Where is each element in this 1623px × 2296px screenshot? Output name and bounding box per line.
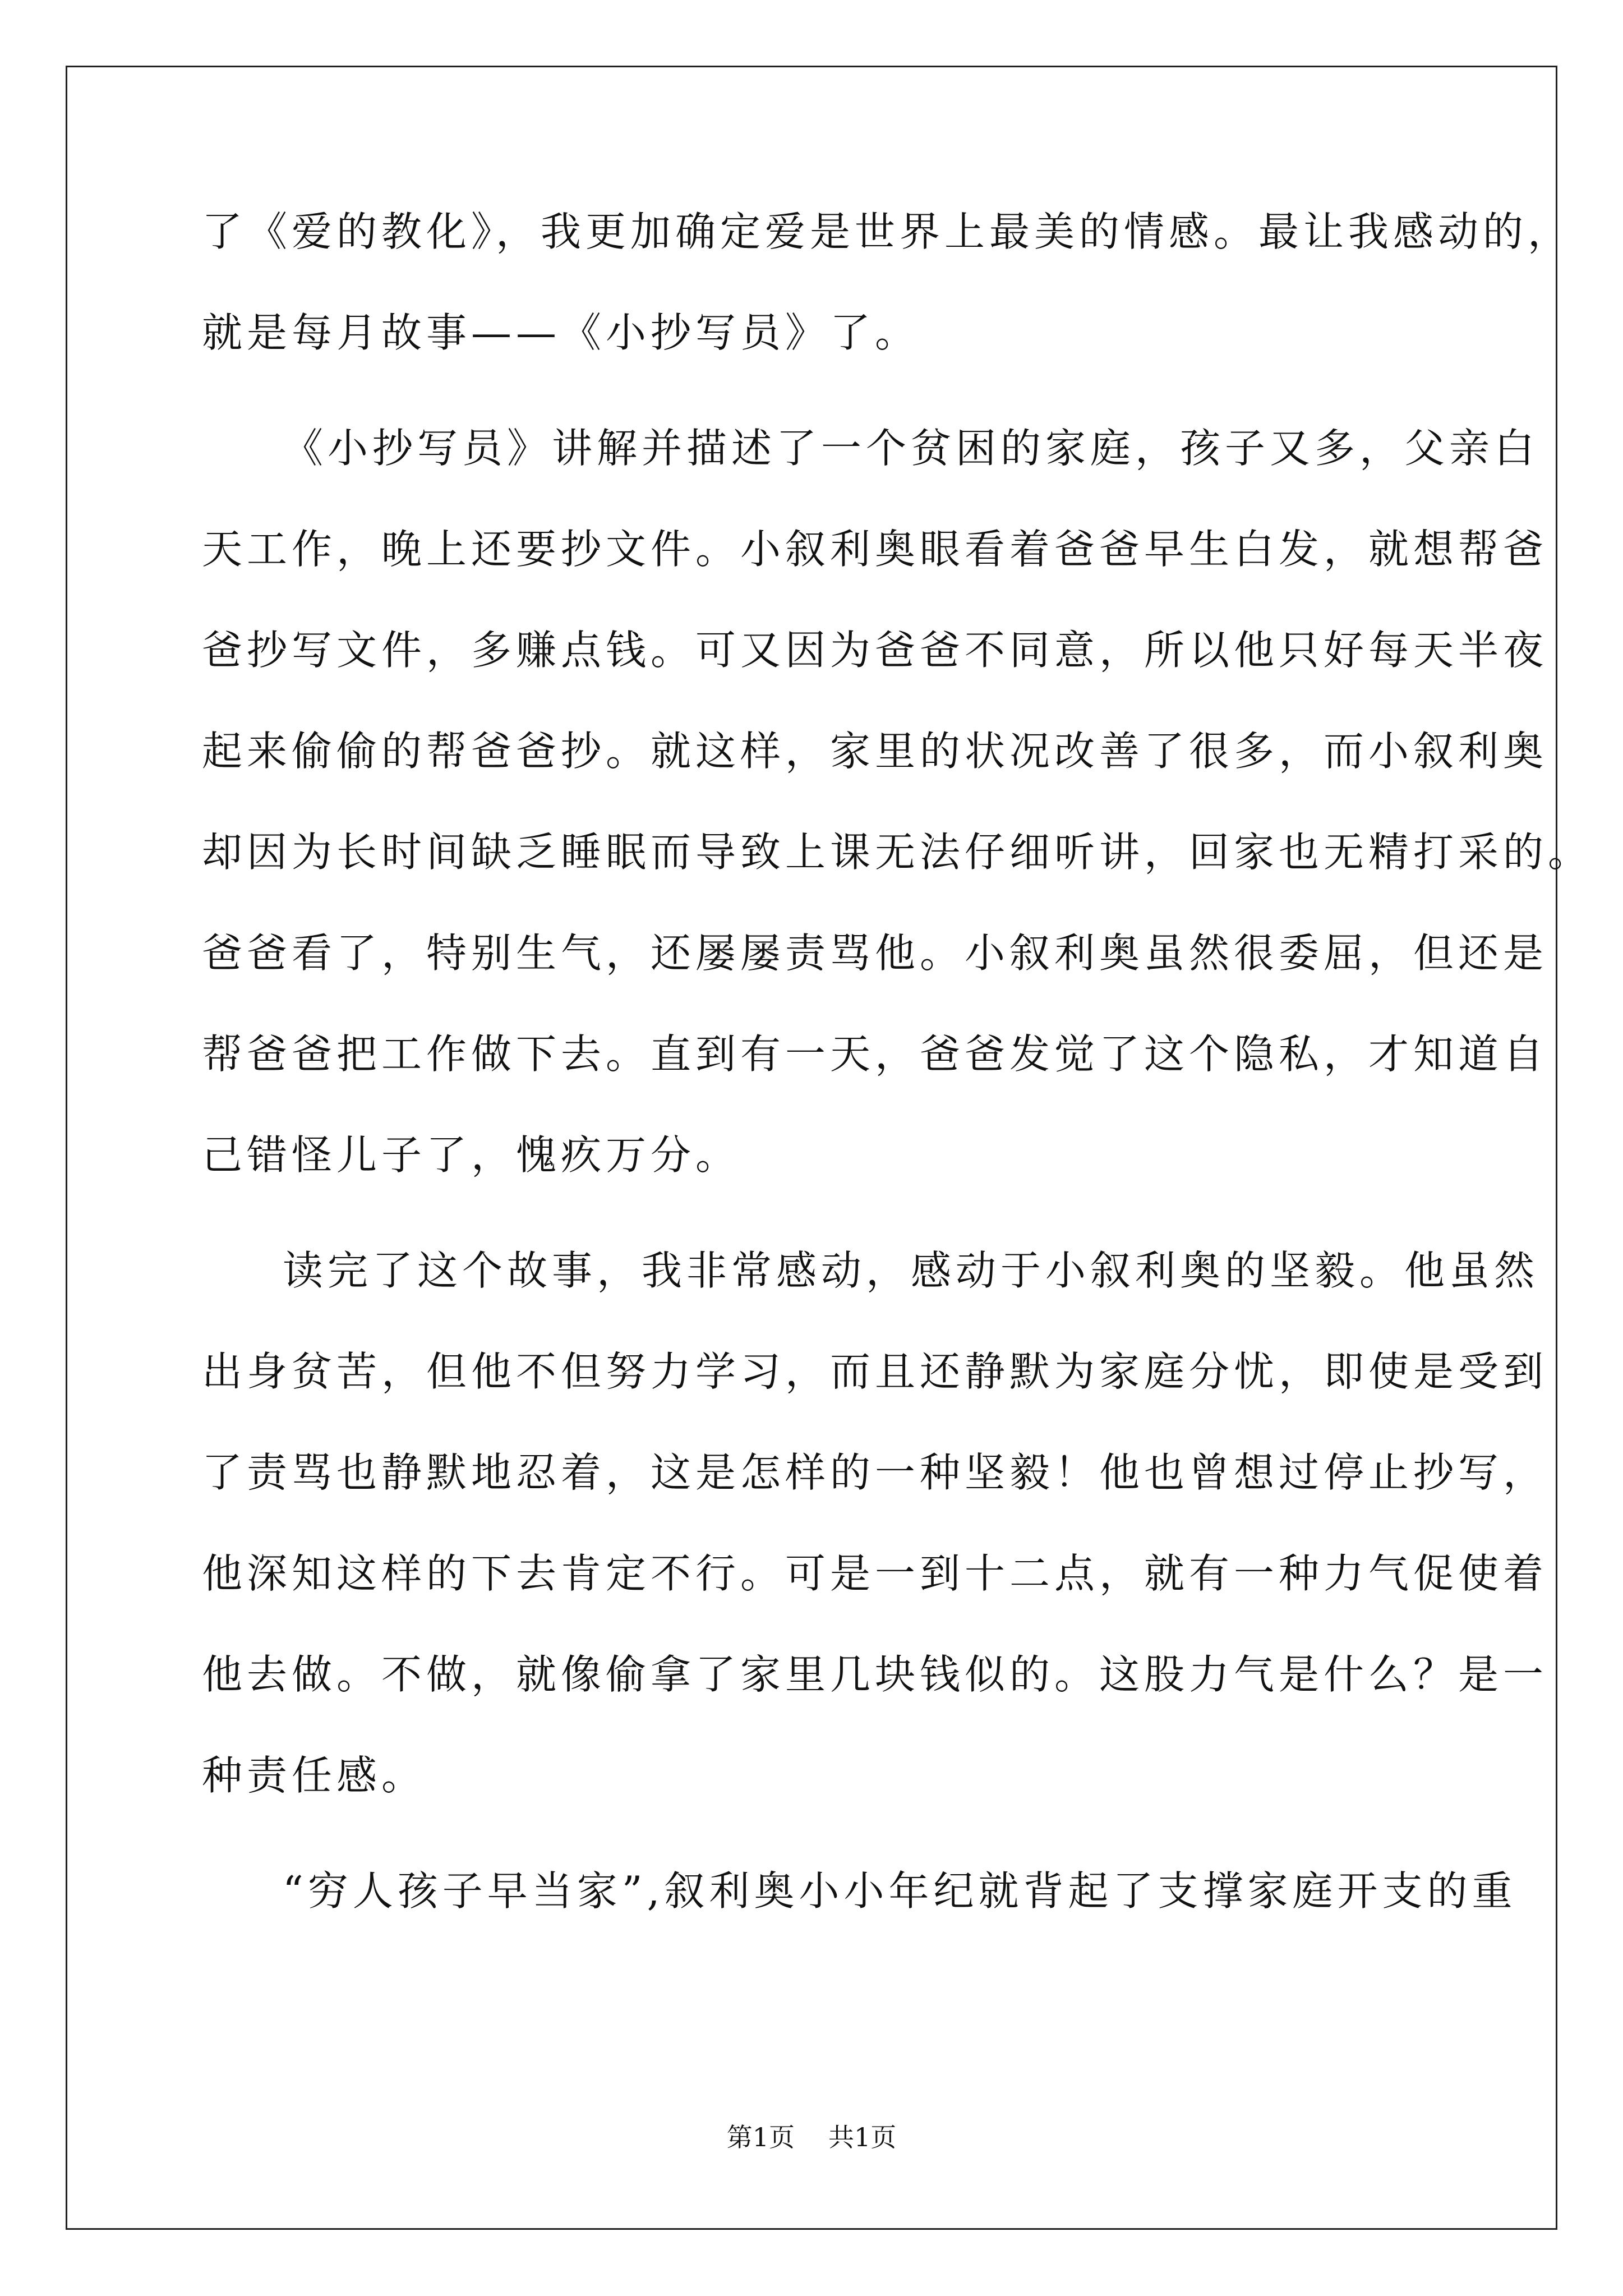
text-line: 就是每月故事——《小抄写员》了。 [202, 309, 920, 356]
page-total: 共1页 [828, 2122, 897, 2152]
paragraph-first-line: 《小抄写员》讲解并描述了一个贫困的家庭，孩子又多，父亲白 [283, 425, 1539, 472]
text-line: 己错怪儿子了，愧疚万分。 [202, 1131, 741, 1179]
text-line: 帮爸爸把工作做下去。直到有一天，爸爸发觉了这个隐私，才知道自 [202, 1030, 1548, 1078]
text-line: 爸爸看了，特别生气，还屡屡责骂他。小叙利奥虽然很委屈，但还是 [202, 930, 1548, 977]
page-footer [0, 2120, 1623, 2154]
text-line: 种责任感。 [202, 1752, 427, 1799]
page-number: 第1页 [726, 2122, 795, 2152]
text-line: 爸抄写文件，多赚点钱。可又因为爸爸不同意，所以他只好每天半夜 [202, 627, 1548, 674]
text-line: 他去做。不做，就像偷拿了家里几块钱似的。这股力气是什么？是一 [202, 1651, 1548, 1698]
text-line: 却因为长时间缺乏睡眠而导致上课无法仔细听讲，回家也无精打采的。 [202, 829, 1593, 876]
paragraph-first-line: 读完了这个故事，我非常感动，感动于小叙利奥的坚毅。他虽然 [283, 1247, 1539, 1294]
text-line: 他深知这样的下去肯定不行。可是一到十二点，就有一种力气促使着 [202, 1550, 1548, 1597]
text-line: 了责骂也静默地忍着，这是怎样的一种坚毅！他也曾想过停止抄写， [202, 1449, 1548, 1496]
paragraph-first-line: “穷人孩子早当家”,叙利奥小小年纪就背起了支撑家庭开支的重 [283, 1867, 1517, 1915]
text-line: 天工作，晚上还要抄文件。小叙利奥眼看着爸爸早生白发，就想帮爸 [202, 526, 1548, 573]
text-line: 起来偷偷的帮爸爸抄。就这样，家里的状况改善了很多，而小叙利奥 [202, 728, 1548, 775]
text-line: 出身贫苦，但他不但努力学习，而且还静默为家庭分忧，即使是受到 [202, 1348, 1548, 1395]
text-line: 了《爱的教化》，我更加确定爱是世界上最美的情感。最让我感动的， [202, 208, 1573, 255]
